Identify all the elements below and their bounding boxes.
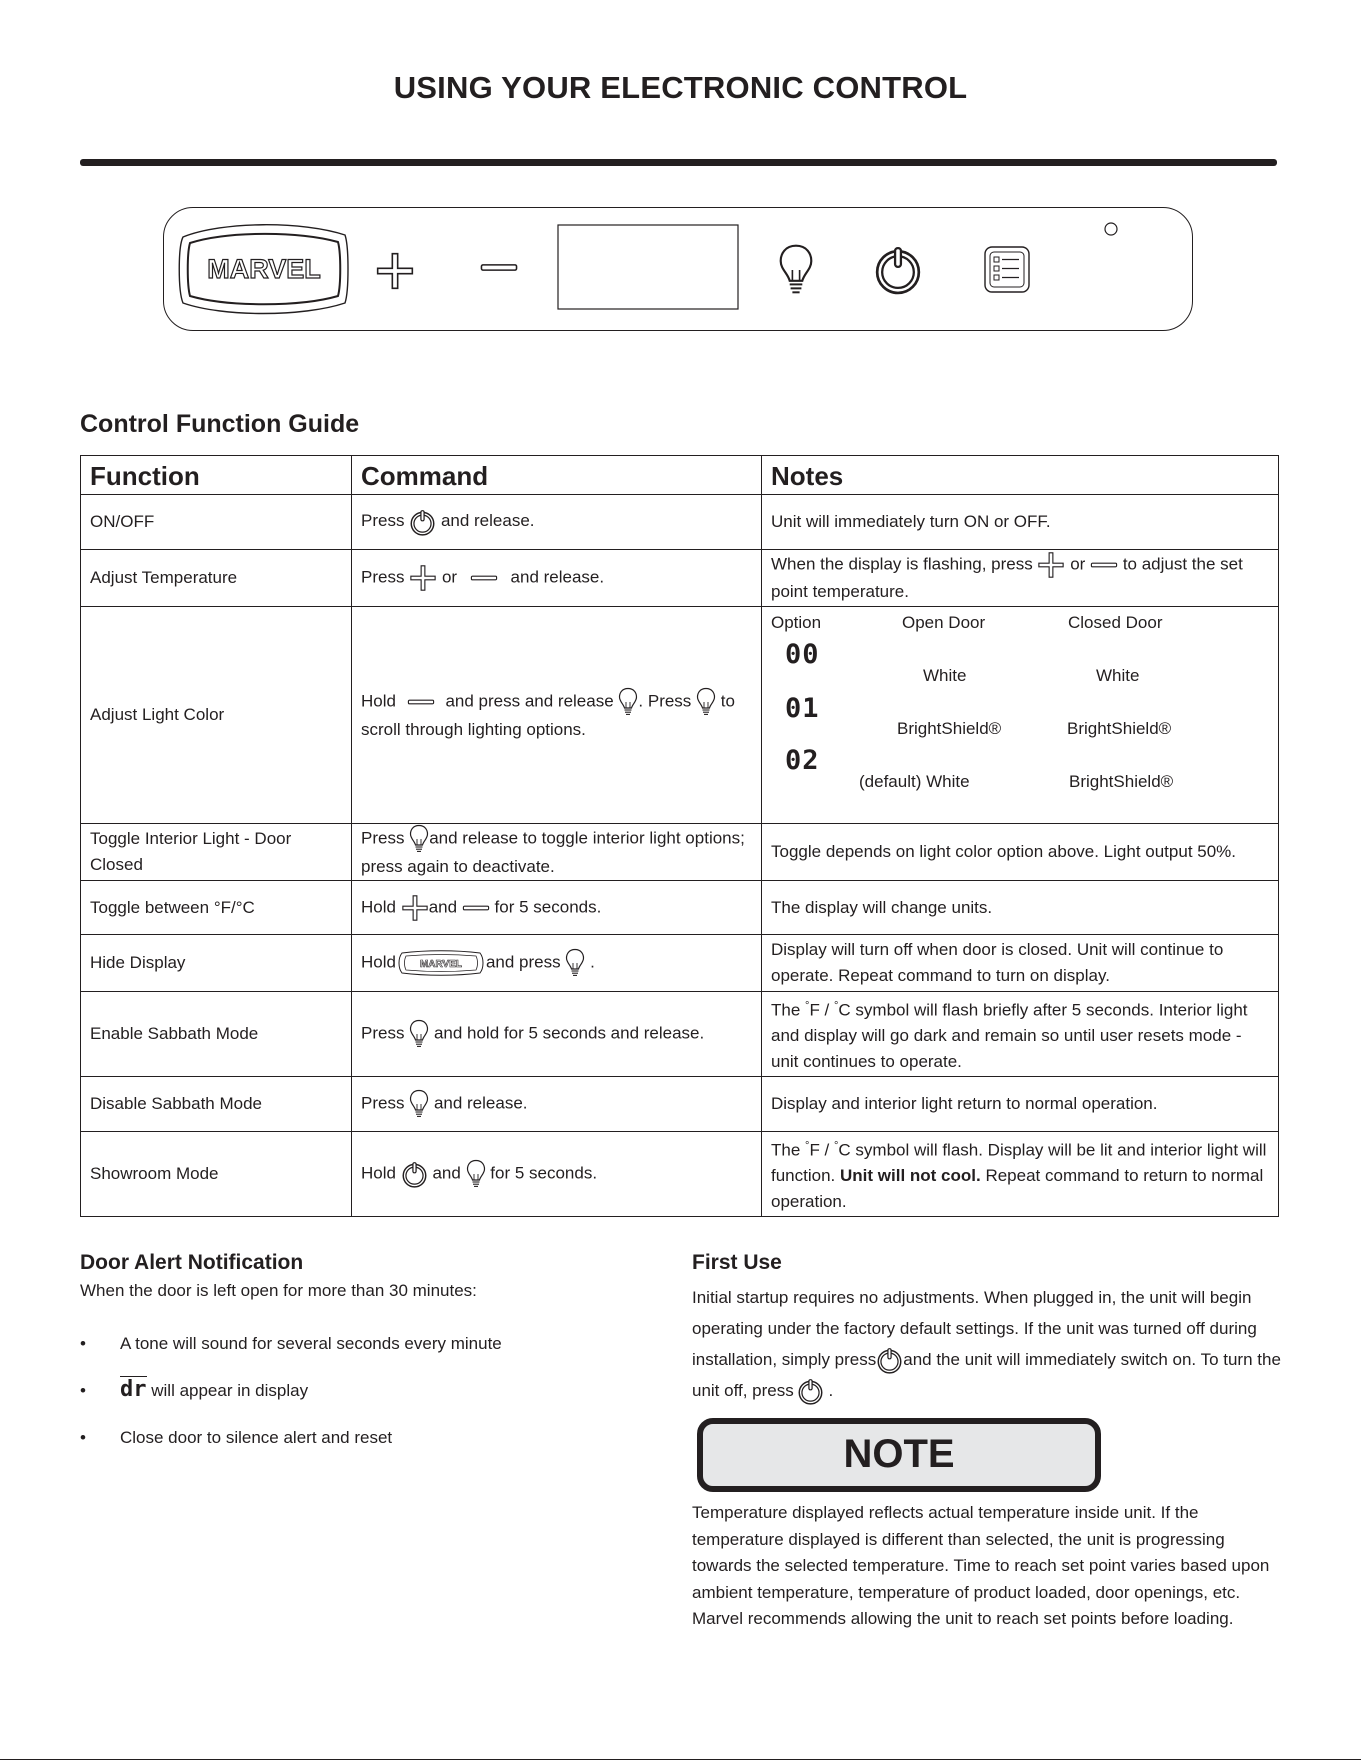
command-text: for 5 seconds. <box>490 1163 598 1183</box>
table-row-enable-sabbath <box>81 992 1279 1077</box>
control-function-guide-heading: Control Function Guide <box>80 410 360 438</box>
control-function-table <box>80 455 1279 1217</box>
notes-cell: The display will change units. <box>762 881 1279 935</box>
notes-cell: Toggle depends on light color option above. Light output 50%. <box>762 824 1279 881</box>
table-row-hide-display <box>81 935 1279 992</box>
option-closed-value: White <box>1096 665 1140 685</box>
notes-text: F / <box>809 1140 830 1160</box>
command-text: or <box>441 567 458 587</box>
plus-icon <box>409 564 437 592</box>
menu-icon[interactable] <box>985 247 1029 292</box>
column-header-command: Command <box>352 456 762 495</box>
power-icon <box>876 1347 903 1374</box>
command-text: Press <box>361 1093 405 1113</box>
bullet-marker: • <box>80 1334 86 1353</box>
notes-cell: Unit will immediately turn ON or OFF. <box>762 495 1279 550</box>
command-text: Press <box>361 567 405 587</box>
minus-icon <box>407 697 435 707</box>
light-bulb-icon <box>409 824 429 854</box>
function-cell: Disable Sabbath Mode <box>81 1077 352 1132</box>
notes-text: When the display is flashing, press <box>771 554 1033 574</box>
option-header: Option <box>771 612 822 632</box>
light-bulb-icon <box>409 1089 429 1119</box>
command-text: Press <box>361 828 405 848</box>
command-text: Press <box>361 1023 405 1043</box>
marvel-logo-text: MARVEL <box>419 959 462 970</box>
notes-text: to adjust the set point temperature. <box>771 554 1243 601</box>
marvel-logo-button[interactable] <box>179 225 348 314</box>
command-text: and press <box>485 952 561 972</box>
function-cell: ON/OFF <box>81 495 352 550</box>
option-open-value: White <box>923 665 967 685</box>
door-alert-heading: Door Alert Notification <box>80 1251 304 1274</box>
command-cell <box>352 1077 762 1132</box>
command-cell <box>352 824 762 881</box>
command-cell <box>352 550 762 607</box>
door-alert-bullet-1: A tone will sound for several seconds every minute <box>120 1334 502 1353</box>
command-cell <box>352 495 762 550</box>
command-text: Hold <box>361 952 396 972</box>
notes-text: C symbol will flash. Display will be lit and interior light will function. <box>771 1140 1267 1186</box>
function-cell: Toggle Interior Light - Door Closed <box>81 824 352 881</box>
light-bulb-icon <box>618 687 638 717</box>
command-text: Hold <box>361 896 396 916</box>
notes-cell: The °F / °C symbol will flash. Display will be lit and interior light will function. Unit will not cool. Repeat command to return to normal operation. <box>762 1132 1279 1217</box>
plus-icon <box>1037 551 1065 579</box>
open-door-header: Open Door <box>902 612 986 632</box>
command-text: and release. <box>510 567 605 587</box>
minus-icon <box>462 903 490 913</box>
note-callout: NOTE <box>697 1418 1101 1492</box>
function-cell: Adjust Temperature <box>81 550 352 607</box>
bullet-marker: • <box>80 1381 86 1400</box>
option-closed-value: BrightShield® <box>1069 771 1174 791</box>
power-icon <box>409 509 436 536</box>
minus-icon[interactable] <box>481 265 516 270</box>
note-text: Temperature displayed reflects actual temperature inside unit. If the temperature displayed is different than selected, the unit is progressing towards the selected temperature. Time to reach set point varies based upon ambient temperature, temperature of product loaded, door openings, etc. Marvel recommends allowing the unit to reach set points before loading. <box>692 1503 1270 1628</box>
first-use-text-c: . <box>828 1381 834 1400</box>
indicator-led <box>1105 223 1117 235</box>
command-text: and release. <box>433 1093 528 1113</box>
minus-icon <box>1090 560 1118 570</box>
command-text: . <box>590 952 595 972</box>
option-code-02: 02 <box>785 744 820 776</box>
plus-icon <box>401 894 429 922</box>
column-header-function: Function <box>81 456 352 495</box>
closed-door-header: Closed Door <box>1068 612 1163 632</box>
option-open-value: (default) White <box>859 771 970 791</box>
first-use-text <box>692 1282 1282 1406</box>
command-cell <box>352 607 762 824</box>
notes-text: The <box>771 1140 801 1160</box>
notes-bold-text: Unit will not cool. <box>840 1166 981 1186</box>
command-text: for 5 seconds. <box>494 896 602 916</box>
column-header-notes: Notes <box>762 456 1279 495</box>
command-text: to scroll through lighting options. <box>361 691 735 739</box>
power-icon <box>401 1161 428 1188</box>
table-row-toggle-units <box>81 881 1279 935</box>
bullet-text: will appear in display <box>151 1381 309 1400</box>
command-cell <box>352 935 762 992</box>
control-panel <box>163 207 1193 331</box>
table-header-row <box>81 456 1279 495</box>
display-window <box>558 225 738 309</box>
first-use-text-b: and the unit will immediately switch on. To turn the unit off, press <box>692 1350 1281 1400</box>
first-use-text-a: Initial startup requires no adjustments. When plugged in, the unit will begin operating under the factory default settings. If the unit was turned off during installation, simply press <box>692 1288 1257 1369</box>
title-divider <box>80 159 1277 166</box>
bullet-marker: • <box>80 1428 86 1447</box>
option-code-00: 00 <box>785 638 820 670</box>
function-cell: Enable Sabbath Mode <box>81 992 352 1077</box>
notes-cell: The °F / °C symbol will flash briefly after 5 seconds. Interior light and display will go dark and remain so until user resets mode - unit continues to operate. <box>762 992 1279 1077</box>
command-text: and press and release <box>445 691 614 711</box>
first-use-heading: First Use <box>692 1251 782 1274</box>
option-closed-value: BrightShield® <box>1067 718 1172 738</box>
door-alert-bullet-2 <box>120 1377 308 1402</box>
minus-icon <box>470 573 498 583</box>
function-cell: Adjust Light Color <box>81 607 352 824</box>
plus-icon[interactable] <box>378 254 413 289</box>
light-bulb-icon <box>466 1159 486 1189</box>
command-text: and <box>432 1163 461 1183</box>
command-text: and release to toggle interior light options; press again to deactivate. <box>361 828 745 876</box>
command-text: Hold <box>361 691 396 711</box>
command-text: . Press <box>638 691 692 711</box>
door-alert-intro: When the door is left open for more than 30 minutes: <box>80 1281 477 1300</box>
door-alert-bullet-3: Close door to silence alert and reset <box>120 1428 393 1447</box>
function-cell: Toggle between °F/°C <box>81 881 352 935</box>
light-options-grid <box>762 608 1278 823</box>
notes-cell <box>762 607 1279 824</box>
page-bottom-rule <box>0 1759 1361 1760</box>
table-row-adjust-temperature <box>81 550 1279 607</box>
command-cell <box>352 992 762 1077</box>
notes-text: or <box>1070 554 1086 574</box>
notes-text: C symbol will flash briefly after 5 seconds. Interior light and display will go dark and remain so until user resets mode - unit continues to operate. <box>771 1000 1248 1072</box>
command-text: and release. <box>440 511 535 531</box>
command-cell <box>352 1132 762 1217</box>
command-text: Hold <box>361 1163 396 1183</box>
table-row-toggle-interior-light <box>81 824 1279 881</box>
command-text: and <box>428 896 458 916</box>
light-bulb-icon <box>565 948 585 978</box>
power-icon <box>797 1378 824 1405</box>
table-row-showroom-mode <box>81 1132 1279 1217</box>
notes-text: F / <box>809 1000 830 1020</box>
table-row-adjust-light-color <box>81 607 1279 824</box>
table-row-disable-sabbath <box>81 1077 1279 1132</box>
table-row-on-off <box>81 495 1279 550</box>
command-text: and hold for 5 seconds and release. <box>433 1023 705 1043</box>
light-bulb-icon <box>409 1019 429 1049</box>
marvel-logo-text: MARVEL <box>207 254 321 284</box>
page-title: USING YOUR ELECTRONIC CONTROL <box>393 70 968 105</box>
function-cell: Hide Display <box>81 935 352 992</box>
power-icon[interactable] <box>877 248 919 293</box>
notes-text: Repeat command to return to normal operation. <box>771 1166 1264 1212</box>
notes-cell: Display will turn off when door is closed. Unit will continue to operate. Repeat command to turn on display. <box>762 935 1279 992</box>
function-cell: Showroom Mode <box>81 1132 352 1217</box>
light-bulb-icon[interactable] <box>781 246 812 293</box>
notes-cell: Display and interior light return to normal operation. <box>762 1077 1279 1132</box>
command-text: Press <box>361 511 405 531</box>
option-open-value: BrightShield® <box>897 718 1002 738</box>
light-bulb-icon <box>696 687 716 717</box>
notes-text: The <box>771 1000 801 1020</box>
command-cell <box>352 881 762 935</box>
marvel-logo-icon <box>396 950 486 976</box>
dr-display-code: dr <box>120 1377 147 1402</box>
option-code-01: 01 <box>785 692 820 724</box>
notes-cell <box>762 550 1279 607</box>
